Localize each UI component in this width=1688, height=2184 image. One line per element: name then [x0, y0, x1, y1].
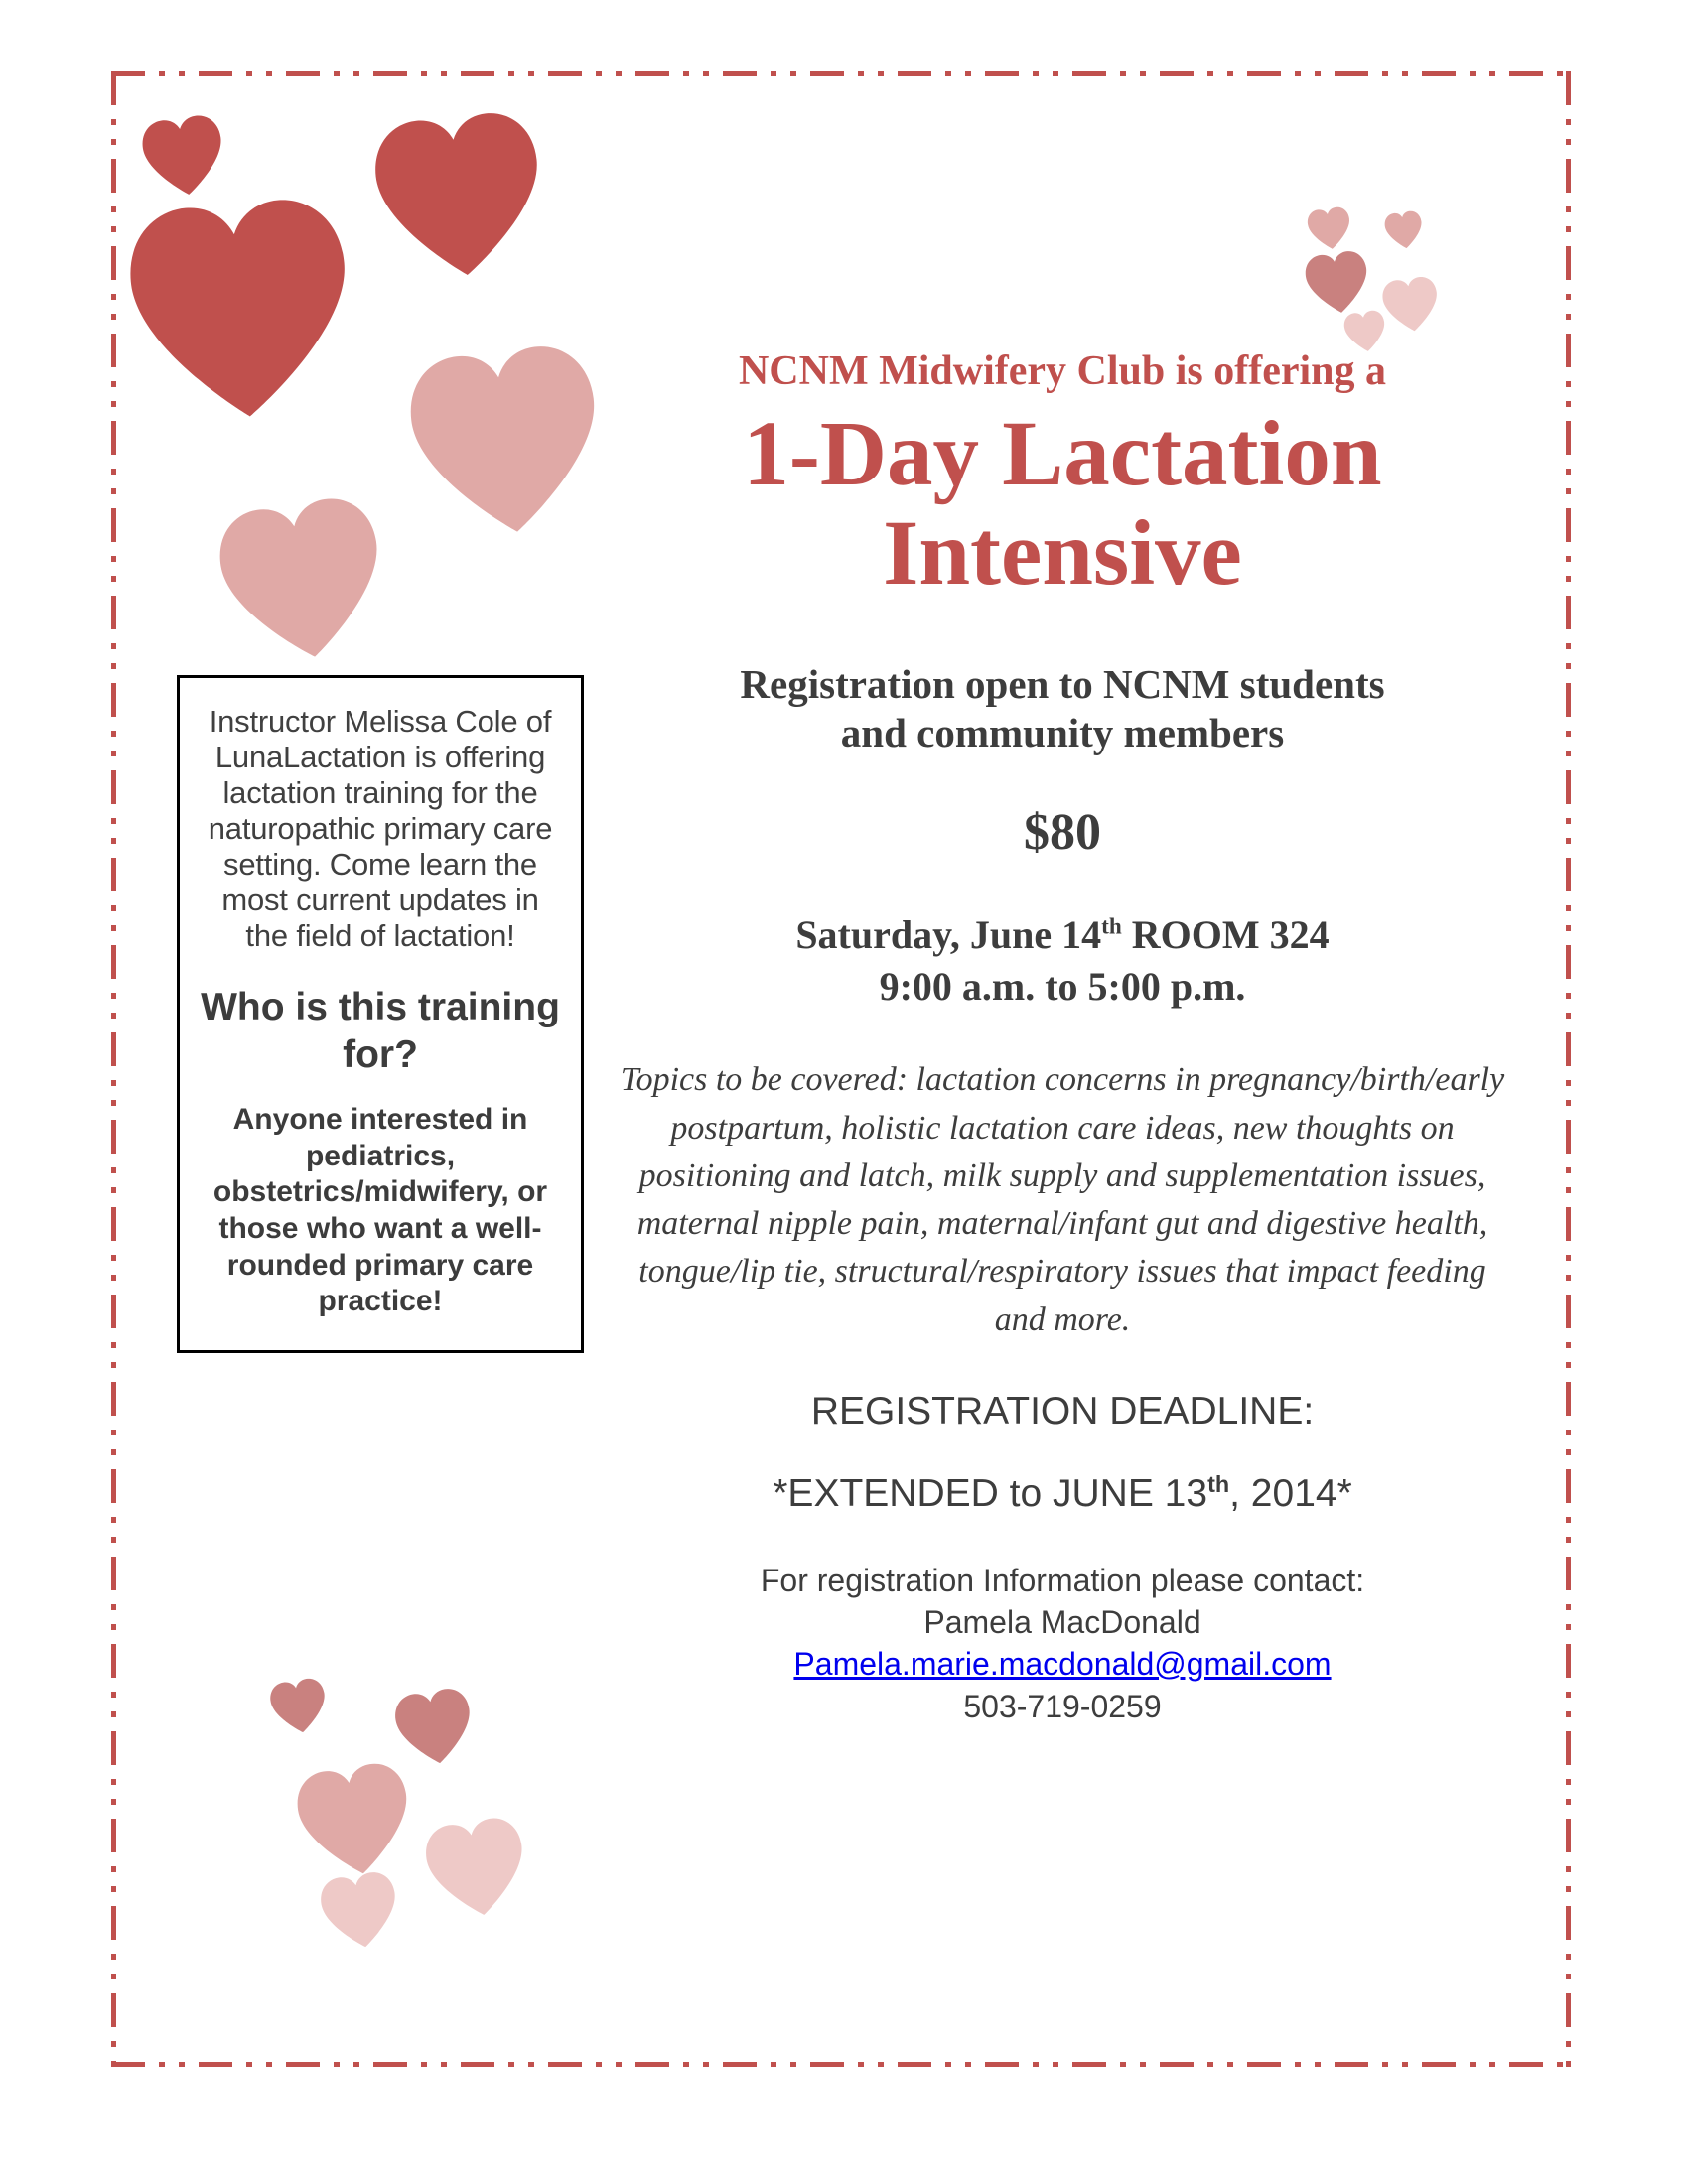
main-column: [616, 347, 1509, 1727]
instructor-description: Instructor Melissa Cole of LunaLactation is offering lactation training for the naturopathic primary care setting. Come learn the most current updates in the field of lactation!: [208, 704, 553, 953]
deadline-ordinal: th: [1207, 1470, 1230, 1497]
kicker-text: NCNM Midwifery Club is offering a: [738, 348, 1387, 394]
page-title: [616, 405, 1509, 605]
contact-phone-number: 503-719-0259: [963, 1688, 1162, 1724]
deadline-suffix: , 2014*: [1229, 1471, 1352, 1515]
instructor-info-box: [177, 675, 584, 1353]
event-room: ROOM 324: [1121, 912, 1330, 958]
registration-deadline-value: [616, 1471, 1509, 1516]
event-date-prefix: Saturday, June 14: [795, 912, 1102, 958]
contact-person-name: Pamela MacDonald: [923, 1604, 1201, 1641]
event-time: 9:00 a.m. to 5:00 p.m.: [879, 964, 1246, 1010]
subtitle-line-1: Registration open to NCNM students: [740, 660, 1385, 707]
price-amount: $80: [1024, 804, 1101, 862]
title-line-1: 1-Day Lactation: [743, 403, 1382, 505]
event-date-ordinal: th: [1101, 913, 1122, 940]
sidebar-column: [177, 675, 584, 1353]
target-audience-description: Anyone interested in pediatrics, obstetrics/midwifery, or those who want a well-rounded primary care practice!: [212, 1103, 548, 1318]
registration-deadline-label: REGISTRATION DEADLINE:: [810, 1389, 1315, 1433]
contact-intro: For registration Information please contact:: [760, 1562, 1365, 1598]
contact-email-link[interactable]: Pamela.marie.macdonald@gmail.com: [793, 1646, 1332, 1683]
contact-block: [616, 1560, 1509, 1727]
deadline-prefix: *EXTENDED to JUNE 13: [773, 1471, 1208, 1515]
subtitle-line-2: and community members: [840, 710, 1285, 756]
event-datetime: [616, 909, 1509, 1013]
topics-covered: Topics to be covered: lactation concerns in pregnancy/birth/early postpartum, holistic lactation care ideas, new thoughts on positioning and latch, milk supply and supplementation issues, maternal nipple pain, maternal/infant gut and digestive health, tongue/lip tie, structural/respiratory issues that impact feeding and more.: [620, 1061, 1505, 1338]
title-line-2: Intensive: [883, 502, 1242, 606]
who-is-this-for-heading: Who is this training for?: [201, 985, 560, 1077]
registration-subtitle: [616, 660, 1509, 757]
